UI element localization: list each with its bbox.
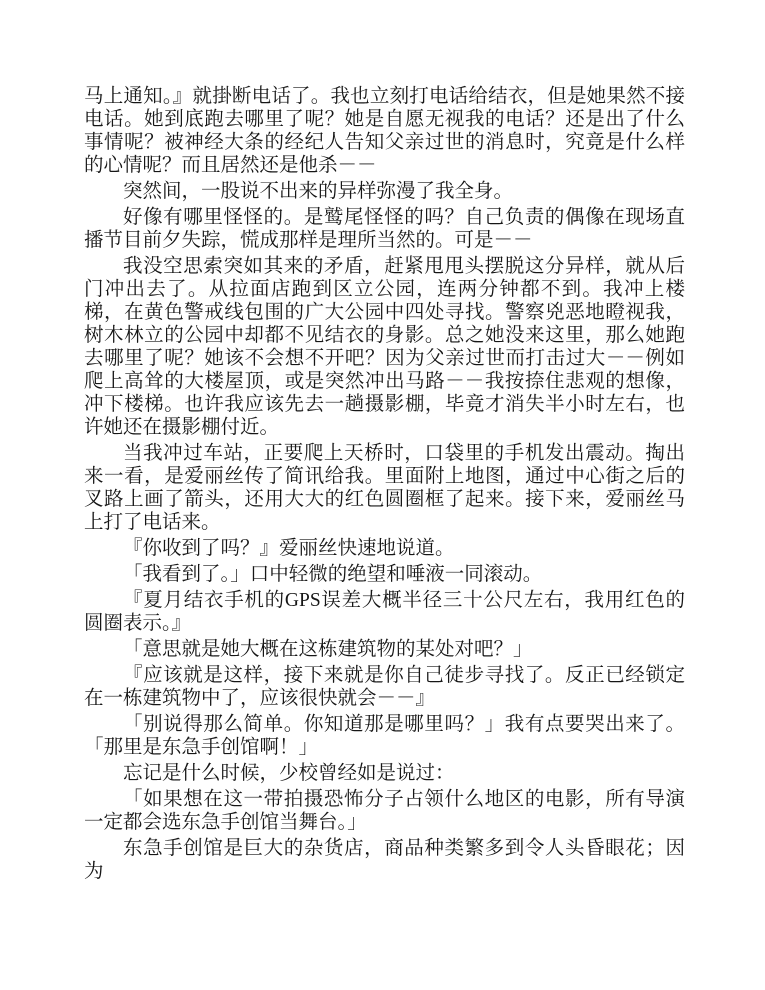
paragraph: 好像有哪里怪怪的。是鹫尾怪怪的吗？自己负责的偶像在现场直播节目前夕失踪，慌成那样是理所当然的。可是－－ — [84, 207, 685, 251]
paragraph: 「如果想在这一带拍摄恐怖分子占领什么地区的电影，所有导演一定都会选东急手创馆当舞台。」 — [84, 789, 685, 833]
paragraph: 『夏月结衣手机的GPS误差大概半径三十公尺左右，我用红色的圆圈表示。』 — [84, 590, 685, 634]
text-column — [84, 85, 685, 883]
paragraph: 「意思就是她大概在这栋建筑物的某处对吧？」 — [123, 639, 533, 660]
paragraph: 『你收到了吗？』爱丽丝快速地说道。 — [123, 538, 455, 559]
paragraph: 「别说得那么简单。你知道那是哪里吗？」我有点要哭出来了。「那里是东急手创馆啊！」 — [84, 714, 685, 758]
paragraph: 东急手创馆是巨大的杂货店，商品种类繁多到令人头昏眼花；因为 — [84, 838, 685, 882]
paragraph: 突然间，一股说不出来的异样弥漫了我全身。 — [123, 181, 514, 202]
paragraph: 我没空思索突如其来的矛盾，赶紧甩甩头摆脱这分异样，就从后门冲出去了。从拉面店跑到区立公园，连两分钟都不到。我冲上楼梯，在黄色警戒线包围的广大公园中四处寻找。警察兇恶地瞪视我，树木林立的公园中却都不见结衣的身影。总之她没来这里，那么她跑去哪里了呢？她该不会想不开吧？因为父亲过世而打击过大－－例如爬上高耸的大楼屋顶，或是突然冲出马路－－我按捺住悲观的想像，冲下楼梯。也许我应该先去一趟摄影棚，毕竟才消失半小时左右，也许她还在摄影棚付近。 — [84, 256, 685, 438]
paragraph: 当我冲过车站，正要爬上天桥时，口袋里的手机发出震动。掏出来一看，是爱丽丝传了简讯给我。里面附上地图，通过中心街之后的叉路上画了箭头，还用大大的红色圆圈框了起来。接下来，爱丽丝马上打了电话来。 — [84, 443, 685, 533]
paragraph: 马上通知。』就掛断电话了。我也立刻打电话给结衣，但是她果然不接电话。她到底跑去哪里了呢？她是自愿无视我的电话？还是出了什么事情呢？被神经大条的经纪人告知父亲过世的消息时，究竟是什么样的心情呢？而且居然还是他杀－－ — [84, 86, 685, 176]
paragraph: 「我看到了。」口中轻微的绝望和唾液一同滚动。 — [123, 564, 543, 585]
paragraph: 忘记是什么时候，少校曾经如是说过： — [123, 763, 455, 784]
paragraph: 『应该就是这样，接下来就是你自己徒步寻找了。反正已经锁定在一栋建筑物中了，应该很快就会－－』 — [84, 665, 685, 709]
